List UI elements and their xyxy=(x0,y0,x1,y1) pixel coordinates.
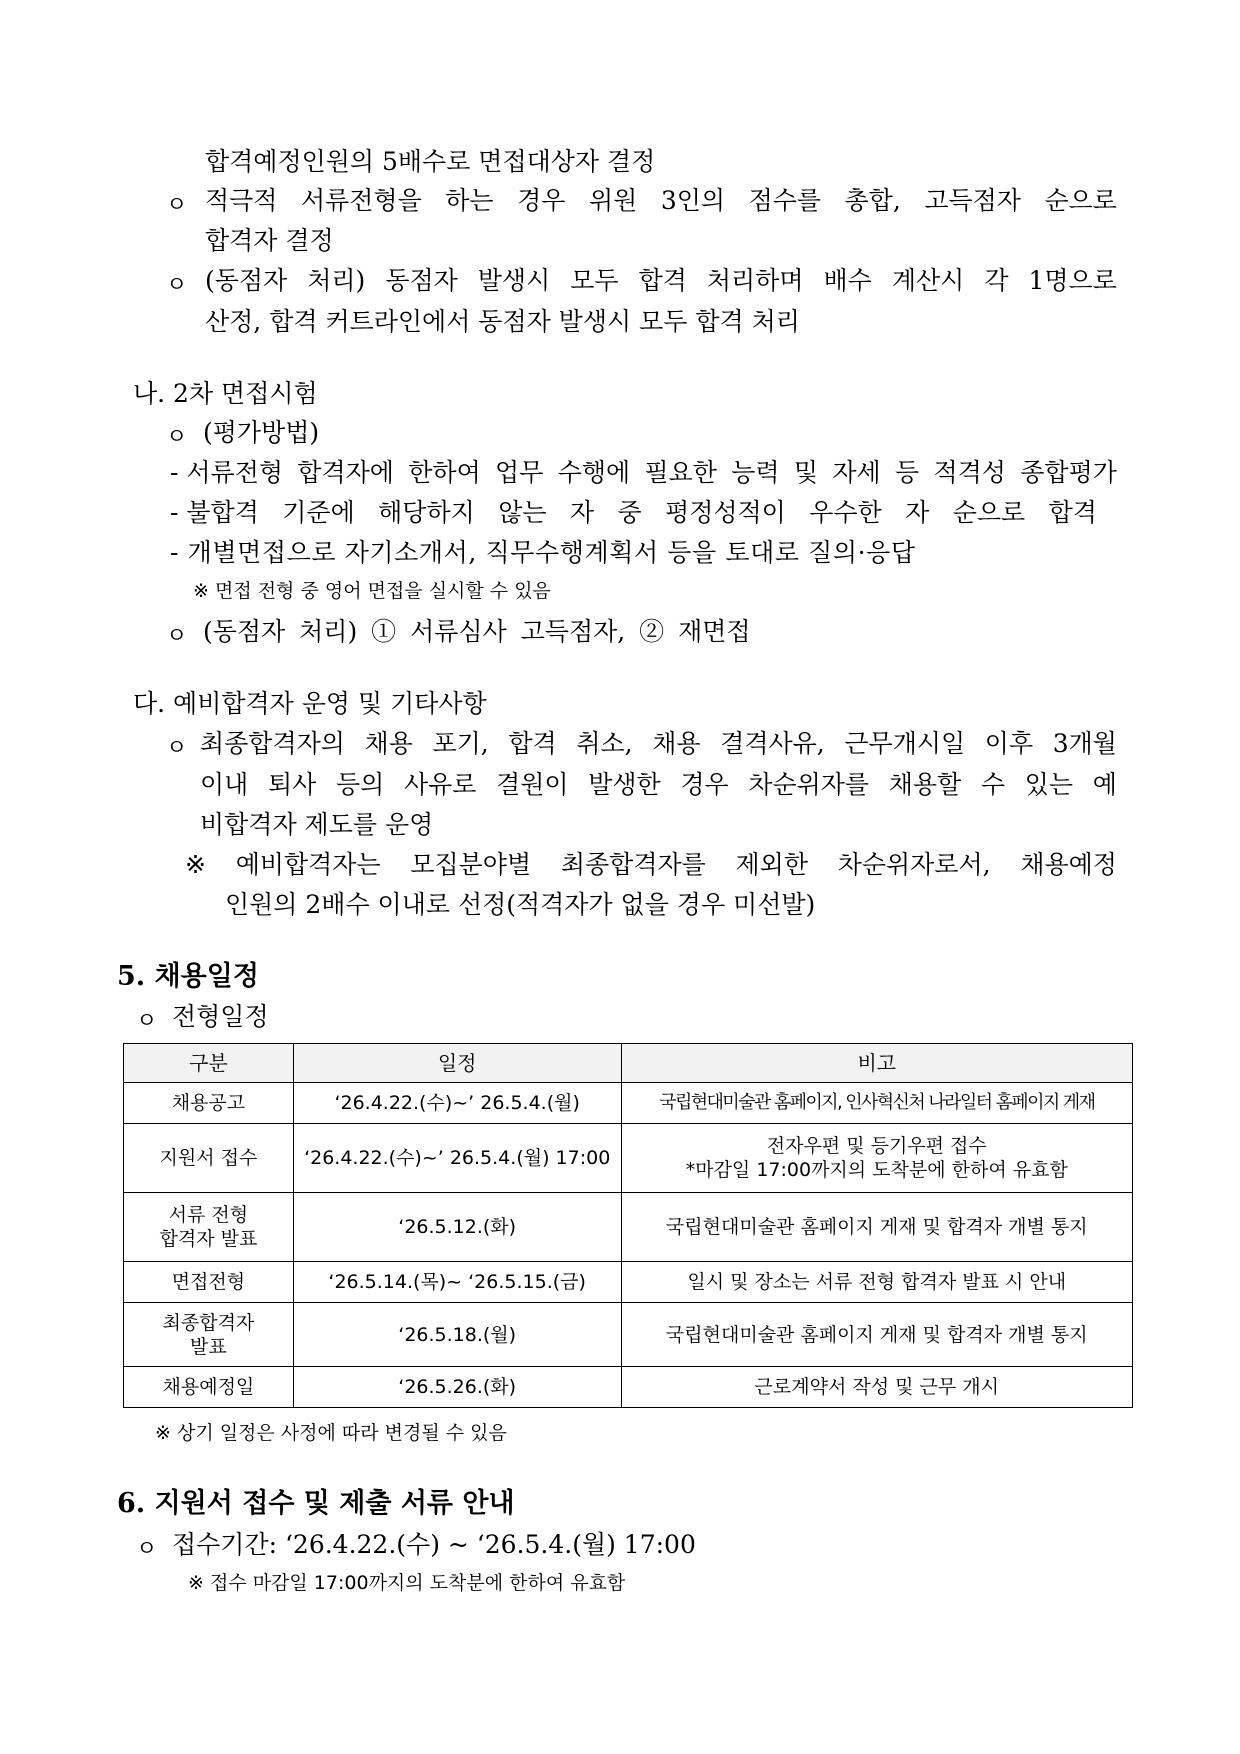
word: 합격 xyxy=(508,729,557,758)
word: 채용 xyxy=(364,729,413,758)
word: 3인의 xyxy=(660,186,726,215)
interview-candidate-line: 합격예정인원의 5배수로 면접대상자 결정 xyxy=(205,147,656,176)
word: 경우 xyxy=(680,770,729,799)
row-category-line-2: 발표 xyxy=(190,1335,227,1358)
word: 한하여 xyxy=(408,458,481,487)
tie-handling-line-1 xyxy=(205,265,1117,297)
row-category-line-1: 서류 전형 xyxy=(168,1204,249,1226)
schedule-table xyxy=(123,1043,1133,1408)
document-screening-line-2: 합격자 결정 xyxy=(205,226,334,255)
bullet-icon: ㅇ xyxy=(166,624,188,649)
row-remarks: 일시 및 장소는 서류 전형 합격자 발표 시 안내 xyxy=(621,1262,1132,1303)
word: 평정성적이 xyxy=(665,498,786,527)
header-category: 구분 xyxy=(124,1044,294,1083)
word: 포기, xyxy=(432,729,489,758)
evaluation-item-2 xyxy=(170,497,1097,529)
row-date: ‘26.5.12.(화) xyxy=(293,1193,621,1262)
word: 이후 xyxy=(984,729,1034,758)
row-category: 지원서 접수 xyxy=(124,1124,294,1193)
table-row xyxy=(124,1193,1133,1262)
section-6-title: 6. 지원서 접수 및 제출 서류 안내 xyxy=(117,1488,515,1519)
row-category: 채용공고 xyxy=(124,1083,294,1124)
word: 않는 xyxy=(498,498,547,527)
table-row xyxy=(124,1083,1133,1124)
word: 예 xyxy=(1092,770,1117,799)
word: 필요한 xyxy=(644,458,717,487)
word: 합격 xyxy=(1048,498,1097,527)
header-schedule: 일정 xyxy=(293,1044,621,1083)
word: 최종합격자를 xyxy=(560,850,706,879)
word: 순으로 xyxy=(1044,186,1117,215)
word: 수 xyxy=(980,770,1006,799)
word: 자 xyxy=(569,498,595,527)
word: 발생한 xyxy=(588,770,661,799)
row-date: ‘26.5.14.(목)~ ‘26.5.15.(금) xyxy=(293,1262,621,1303)
english-interview-note: ※ 면접 전형 중 영어 면접을 실시할 수 있음 xyxy=(193,580,551,602)
word: 처리) xyxy=(307,266,366,295)
row-date: ‘26.4.22.(수)~’ 26.5.4.(월) 17:00 xyxy=(293,1124,621,1193)
word: 모집분야별 xyxy=(410,850,532,879)
word: 자 xyxy=(905,498,930,527)
row-remarks: 국립현대미술관 홈페이지 게재 및 합격자 개별 통지 xyxy=(621,1193,1132,1262)
word: 취소, xyxy=(576,729,633,758)
reserve-note-line-1 xyxy=(185,849,1117,881)
word: 적극적 xyxy=(205,186,278,215)
word: 1명으로 xyxy=(1028,266,1117,295)
word: 순으로 xyxy=(952,498,1026,527)
word: 등 xyxy=(895,458,920,487)
word: 자세 xyxy=(832,458,881,487)
word: 결원이 xyxy=(496,770,569,799)
word: 등의 xyxy=(335,770,385,799)
row-remarks: 국립현대미술관 홈페이지, 인사혁신처 나라일터 홈페이지 게재 xyxy=(621,1083,1132,1124)
header-remarks: 비고 xyxy=(621,1044,1132,1083)
row-date: ‘26.4.22.(수)~’ 26.5.4.(월) xyxy=(293,1083,621,1124)
word: 근무개시일 xyxy=(844,729,966,758)
word: 3개월 xyxy=(1052,729,1117,758)
bullet-icon: ㅇ xyxy=(136,1009,158,1034)
reserve-line-3: 비합격자 제도를 운영 xyxy=(200,810,434,839)
bullet-icon: ㅇ xyxy=(166,273,188,298)
word: 합격자에 xyxy=(297,458,394,487)
section-na-title: 나. 2차 면접시험 xyxy=(133,379,318,408)
word: 채용예정 xyxy=(1020,850,1117,879)
row-remarks: 국립현대미술관 홈페이지 게재 및 합격자 개별 통지 xyxy=(621,1303,1132,1367)
bullet-icon: ㅇ xyxy=(166,425,188,450)
row-remarks: 근로계약서 작성 및 근무 개시 xyxy=(621,1367,1132,1408)
table-row xyxy=(124,1303,1133,1367)
word: - 불합격 xyxy=(170,498,259,527)
word: 채용 xyxy=(652,729,701,758)
application-period: 접수기간: ‘26.4.22.(수) ~ ‘26.5.4.(월) 17:00 xyxy=(172,1530,696,1559)
word: 고득점자 xyxy=(924,186,1021,215)
word: 적격성 xyxy=(933,458,1006,487)
word: 각 xyxy=(984,266,1009,295)
table-row xyxy=(124,1124,1133,1193)
word: 능력 xyxy=(731,458,780,487)
word: 우수한 xyxy=(809,498,882,527)
word: 이내 xyxy=(200,770,249,799)
evaluation-method-label: (평가방법) xyxy=(203,418,320,447)
table-row xyxy=(124,1262,1133,1303)
word: 종합평가 xyxy=(1020,458,1117,487)
interview-tie-handling: (동점자 처리) ① 서류심사 고득점자, ② 재면접 xyxy=(203,617,751,646)
row-category: 면접전형 xyxy=(124,1262,294,1303)
row-remarks xyxy=(621,1124,1132,1193)
row-remarks-line-2: *마감일 17:00까지의 도착분에 한하여 유효함 xyxy=(685,1159,1068,1181)
word: 발생시 xyxy=(477,266,551,295)
table-header-row xyxy=(124,1044,1133,1083)
reserve-note-line-2: 인원의 2배수 이내로 선정(적격자가 없을 경우 미선발) xyxy=(225,890,816,919)
row-date: ‘26.5.18.(월) xyxy=(293,1303,621,1367)
word: 있는 xyxy=(1024,770,1074,799)
word: 제외한 xyxy=(735,850,808,879)
word: (동점자 xyxy=(205,266,288,295)
row-category-line-2: 합격자 발표 xyxy=(159,1228,258,1250)
word: 해당하지 xyxy=(378,498,475,527)
row-date: ‘26.5.26.(화) xyxy=(293,1367,621,1408)
word: - 서류전형 xyxy=(170,458,283,487)
word: 점수를 xyxy=(748,186,822,215)
bullet-icon: ㅇ xyxy=(136,1537,158,1562)
section-5-title: 5. 채용일정 xyxy=(117,961,259,992)
bullet-icon: ㅇ xyxy=(166,193,188,218)
word: 중 xyxy=(617,498,642,527)
tie-handling-line-2: 산정, 합격 커트라인에서 동점자 발생시 모두 합격 처리 xyxy=(205,307,800,336)
deadline-note: ※ 접수 마감일 17:00까지의 도착분에 한하여 유효함 xyxy=(188,1572,626,1594)
word: ※ xyxy=(185,850,206,879)
word: 배수 xyxy=(823,266,872,295)
row-category xyxy=(124,1303,294,1367)
row-category: 채용예정일 xyxy=(124,1367,294,1408)
word: 사유로 xyxy=(403,770,477,799)
evaluation-item-1 xyxy=(170,457,1117,489)
word: 경우 xyxy=(517,186,566,215)
word: 서류전형을 xyxy=(300,186,422,215)
word: 기준에 xyxy=(282,498,355,527)
word: 합격 xyxy=(638,266,687,295)
word: 결격사유, xyxy=(720,729,825,758)
document-screening-line-1 xyxy=(205,185,1117,217)
word: 동점자 xyxy=(385,266,458,295)
word: 모두 xyxy=(570,266,619,295)
schedule-change-note: ※ 상기 일정은 사정에 따라 변경될 수 있음 xyxy=(155,1422,507,1444)
word: 예비합격자는 xyxy=(235,850,381,879)
word: 처리하며 xyxy=(706,266,804,295)
word: 최종합격자의 xyxy=(200,729,345,758)
table-row xyxy=(124,1367,1133,1408)
row-category xyxy=(124,1193,294,1262)
word: 및 xyxy=(793,458,819,487)
schedule-subtitle: 전형일정 xyxy=(172,1002,269,1031)
bullet-icon: ㅇ xyxy=(166,736,188,761)
reserve-line-1 xyxy=(200,728,1117,760)
row-category-line-1: 최종합격자 xyxy=(162,1311,255,1334)
word: 위원 xyxy=(588,186,638,215)
word: 차순위자를 xyxy=(748,770,870,799)
word: 수행에 xyxy=(557,458,631,487)
word: 하는 xyxy=(445,186,494,215)
word: 총합, xyxy=(844,186,901,215)
reserve-line-2 xyxy=(200,769,1117,801)
word: 업무 xyxy=(495,458,544,487)
word: 채용할 xyxy=(888,770,962,799)
word: 계산시 xyxy=(891,266,965,295)
row-remarks-line-1: 전자우편 및 등기우편 접수 xyxy=(766,1135,987,1157)
word: 퇴사 xyxy=(267,770,317,799)
word: 차순위자로서, xyxy=(837,850,991,879)
section-da-title: 다. 예비합격자 운영 및 기타사항 xyxy=(133,689,487,718)
evaluation-item-3: - 개별면접으로 자기소개서, 직무수행계획서 등을 토대로 질의·응답 xyxy=(170,538,916,567)
